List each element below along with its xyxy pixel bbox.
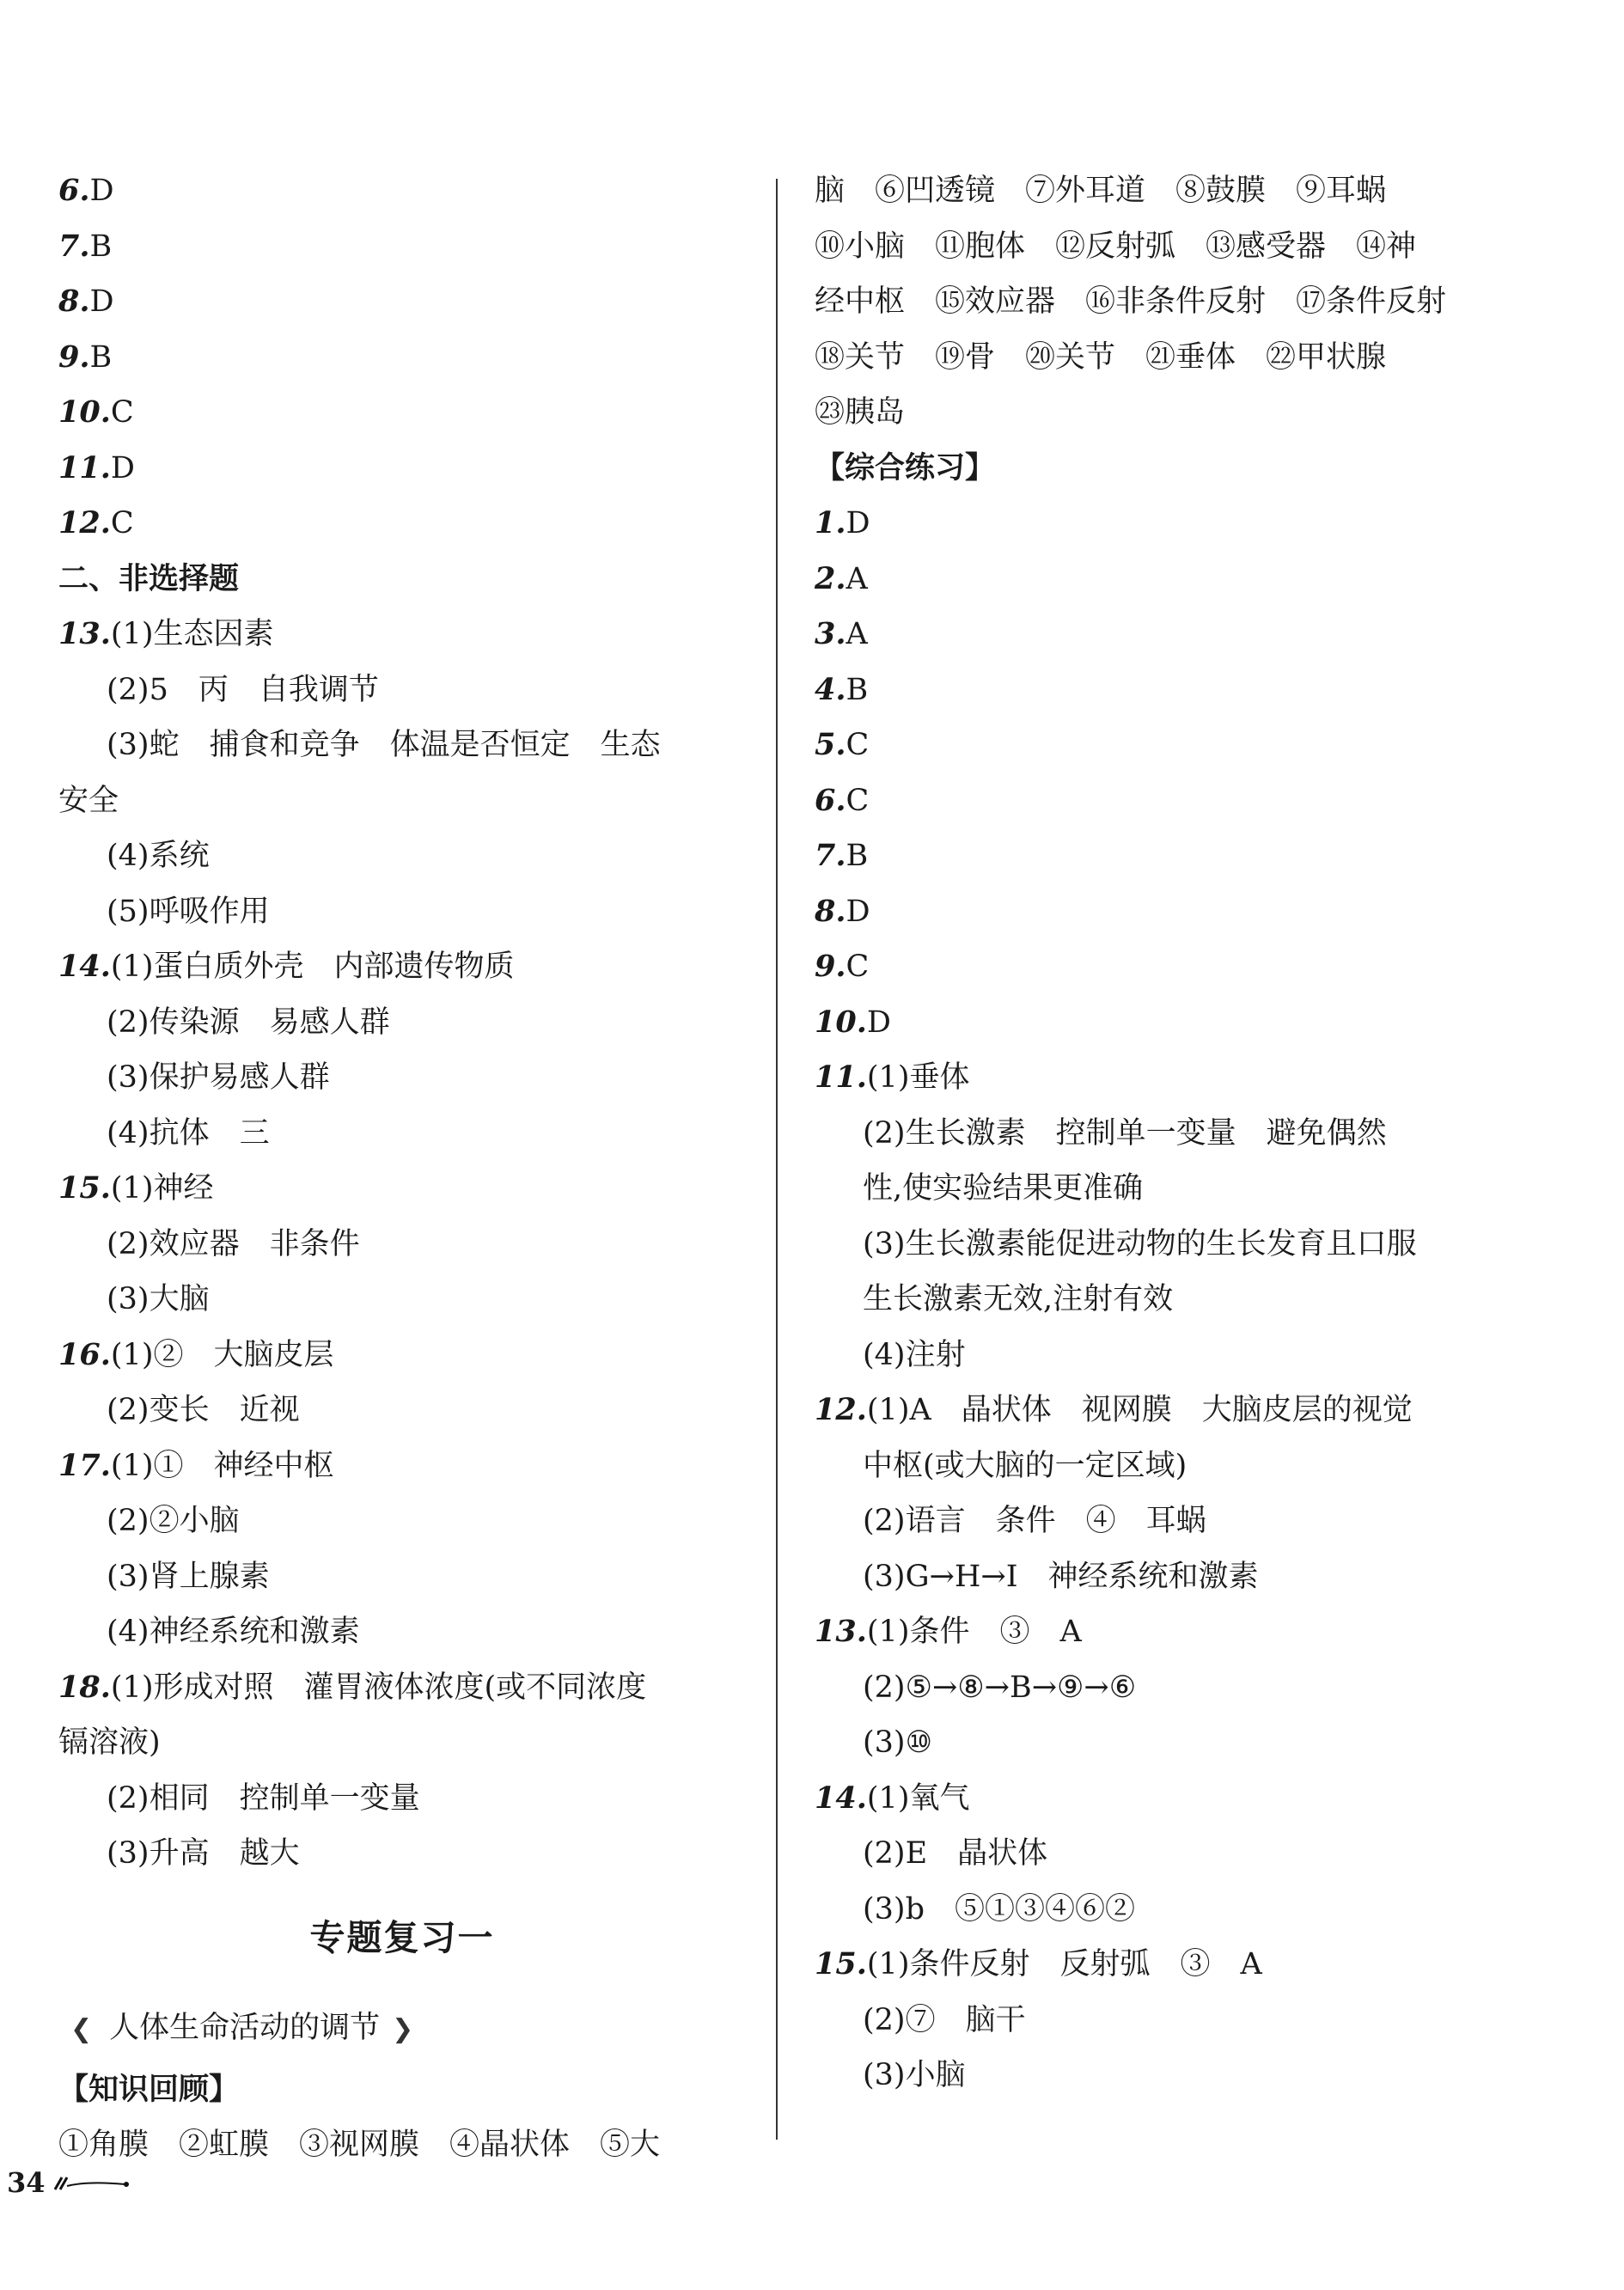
question-number: 16. (58, 1336, 111, 1372)
question-number: 7. (58, 228, 90, 264)
question-number: 1. (815, 505, 846, 540)
answer-text: D (89, 174, 114, 208)
answer-text: C (110, 395, 134, 430)
answer-line (58, 773, 746, 829)
answer-line (815, 163, 1502, 219)
answer-text: (3)大脑 (107, 1282, 210, 1316)
answer-text: (2)相同 控制单一变量 (107, 1780, 420, 1816)
question-number: 9. (58, 339, 90, 375)
answer-text: (2)②小脑 (107, 1504, 240, 1538)
answer-text: D (89, 284, 114, 319)
answer-text: (3)蛇 捕食和竞争 体温是否恒定 生态 (107, 728, 661, 762)
answer-line (58, 884, 746, 940)
answer-text: (3)b ⑤①③④⑥② (863, 1891, 1135, 1927)
answer-line (58, 939, 746, 995)
answer-text: ①角膜 ②虹膜 ③视网膜 ④晶状体 ⑤大 (58, 2128, 661, 2162)
subheading-text: 人体生命活动的调节 (109, 2010, 381, 2045)
question-number: 13. (58, 616, 111, 651)
answer-text: (1)① 神经中枢 (110, 1448, 334, 1483)
answer-line (815, 1715, 1502, 1771)
answer-text: (1)生态因素 (110, 617, 274, 651)
question-number: 15. (815, 1946, 867, 1982)
answer-line (815, 1660, 1502, 1716)
question-number: 2. (815, 560, 846, 596)
answer-text: 生长激素无效,注射有效 (863, 1282, 1174, 1316)
answer-text: (3)小脑 (863, 2058, 966, 2092)
answer-text: (4)系统 (107, 839, 210, 873)
answer-line (58, 718, 746, 773)
answer-text: (2)变长 近视 (107, 1393, 300, 1427)
answer-line (815, 274, 1502, 330)
answer-text: A (846, 561, 868, 596)
answer-line (58, 274, 746, 330)
section-title: 二、非选择题 (58, 561, 240, 596)
answer-line (815, 663, 1502, 718)
answer-text: (2)生长激素 控制单一变量 避免偶然 (863, 1115, 1387, 1151)
answer-text: (3)升高 越大 (107, 1836, 300, 1871)
right-column (815, 163, 1502, 2104)
answer-text: (1)氧气 (866, 1780, 970, 1816)
answer-line (58, 330, 746, 386)
answer-text: D (866, 1005, 891, 1040)
question-number: 4. (815, 671, 846, 707)
answer-line (58, 995, 746, 1051)
answer-line (815, 1882, 1502, 1938)
answer-line (58, 1272, 746, 1328)
answer-line (58, 1050, 746, 1106)
answer-text: 安全 (58, 783, 119, 818)
answer-line (815, 552, 1502, 608)
answer-line (815, 1604, 1502, 1660)
answer-line (815, 1493, 1502, 1549)
answer-line (58, 1604, 746, 1660)
answer-line (815, 385, 1502, 441)
question-number: 10. (815, 1004, 867, 1040)
answer-text: (2)传染源 易感人群 (107, 1005, 390, 1040)
answer-line (815, 1050, 1502, 1106)
answer-line (58, 1161, 746, 1217)
chapter-heading: 专题复习一 (309, 1916, 495, 1958)
right-answer-list (815, 163, 1502, 2104)
answer-text: (1)条件反射 反射弧 ③ A (866, 1947, 1262, 1982)
column-divider (776, 179, 778, 2140)
chevron-right-icon: ❯ (392, 2013, 414, 2044)
answer-line (815, 219, 1502, 275)
answer-line (815, 995, 1502, 1051)
answer-line (58, 1715, 746, 1771)
question-number: 12. (58, 505, 111, 540)
subheading (58, 1994, 746, 2062)
answer-line (815, 828, 1502, 884)
answer-line (815, 330, 1502, 386)
left-answer-list (58, 163, 746, 1882)
answer-text: (3)保护易感人群 (107, 1060, 330, 1095)
answer-text: (3)G→H→I 神经系统和激素 (863, 1559, 1259, 1594)
answer-line (815, 1826, 1502, 1882)
answer-text: (1)蛋白质外壳 内部遗传物质 (110, 950, 515, 984)
footer-ornament-icon (53, 2167, 131, 2193)
answer-line (815, 607, 1502, 663)
answer-text: ⑩小脑 ⑪胞体 ⑫反射弧 ⑬感受器 ⑭神 (815, 229, 1417, 264)
answer-line (58, 441, 746, 497)
answer-text: (2)⑤→⑧→B→⑨→⑥ (863, 1670, 1137, 1705)
question-number: 13. (815, 1614, 867, 1649)
answer-line (815, 1161, 1502, 1217)
answer-text: 脑 ⑥凹透镜 ⑦外耳道 ⑧鼓膜 ⑨耳蜗 (815, 174, 1387, 208)
answer-line (815, 1993, 1502, 2049)
answer-text: (5)呼吸作用 (107, 894, 270, 929)
answer-text: D (846, 506, 870, 540)
answer-line (815, 1272, 1502, 1328)
answer-line (815, 773, 1502, 829)
answer-text: (4)抗体 三 (107, 1115, 270, 1151)
answer-text: (1)条件 ③ A (866, 1615, 1082, 1649)
answer-line (58, 1771, 746, 1827)
question-number: 18. (58, 1669, 111, 1705)
answer-text: D (846, 894, 870, 929)
answer-text: 性,使实验结果更准确 (863, 1171, 1144, 1206)
answer-line (815, 1937, 1502, 1993)
page-footer (0, 2157, 344, 2208)
answer-line (58, 1328, 746, 1383)
answer-text: 镉溶液) (58, 1725, 161, 1760)
question-number: 11. (58, 449, 111, 485)
answer-text: (3)⑩ (863, 1725, 932, 1760)
answer-text: B (89, 229, 113, 264)
left-column (58, 163, 746, 2173)
answer-text: (3)生长激素能促进动物的生长发育且口服 (863, 1226, 1417, 1261)
question-number: 11. (815, 1060, 867, 1095)
answer-text: A (846, 617, 868, 651)
answer-line (815, 939, 1502, 995)
question-number: 9. (815, 949, 846, 984)
question-number: 12. (815, 1392, 867, 1427)
answer-line (58, 663, 746, 718)
answer-text: (1)形成对照 灌胃液体浓度(或不同浓度 (110, 1670, 647, 1705)
answer-line (58, 1438, 746, 1494)
answer-text: (2)E 晶状体 (863, 1836, 1048, 1871)
answer-line (58, 385, 746, 441)
answer-line (815, 1549, 1502, 1605)
answer-text: C (846, 728, 870, 762)
answer-text: 经中枢 ⑮效应器 ⑯非条件反射 ⑰条件反射 (815, 284, 1447, 319)
answer-line (815, 884, 1502, 940)
answer-text: ㉓胰岛 (815, 395, 906, 430)
answer-text: C (110, 506, 134, 540)
answer-text: (2)5 丙 自我调节 (107, 672, 379, 707)
answer-line (58, 219, 746, 275)
answer-line (815, 496, 1502, 552)
answer-text: B (846, 672, 869, 707)
answer-text: B (89, 339, 113, 375)
answer-line (58, 163, 746, 219)
answer-line (815, 1328, 1502, 1383)
page-number: 34 (7, 2166, 46, 2199)
answer-line (58, 496, 746, 552)
question-number: 3. (815, 616, 846, 651)
answer-line (815, 1106, 1502, 1162)
answer-text: (4)神经系统和激素 (107, 1615, 360, 1649)
question-number: 10. (58, 394, 111, 430)
question-number: 6. (58, 173, 90, 208)
answer-line (815, 1438, 1502, 1494)
answer-text: C (846, 783, 870, 818)
answer-text: C (846, 950, 870, 984)
question-number: 14. (58, 949, 111, 984)
answer-line (58, 607, 746, 663)
answer-text: 中枢(或大脑的一定区域) (863, 1448, 1187, 1483)
question-number: 8. (815, 893, 846, 929)
answer-line (815, 1771, 1502, 1827)
answer-line (58, 1826, 746, 1882)
question-number: 8. (58, 284, 90, 319)
answer-line (815, 718, 1502, 773)
section-title: 【知识回顾】 (58, 2072, 240, 2107)
question-number: 7. (815, 838, 846, 873)
question-number: 15. (58, 1170, 111, 1206)
answer-text: (1)② 大脑皮层 (110, 1337, 334, 1372)
answer-line (58, 1217, 746, 1273)
answer-line (58, 1549, 746, 1605)
question-number: 14. (815, 1780, 867, 1816)
answer-line (58, 828, 746, 884)
answer-text: D (110, 450, 135, 485)
answer-text: (4)注射 (863, 1337, 966, 1372)
answer-text: (2)⑦ 脑干 (863, 2002, 1026, 2037)
question-number: 5. (815, 727, 846, 762)
answer-line (58, 1660, 746, 1716)
section-title: 【综合练习】 (815, 450, 996, 485)
answer-line (58, 1106, 746, 1162)
answer-text: (3)肾上腺素 (107, 1559, 270, 1594)
answer-text: ⑱关节 ⑲骨 ⑳关节 ㉑垂体 ㉒甲状腺 (815, 339, 1387, 375)
answer-line (58, 1493, 746, 1549)
answer-line (815, 1217, 1502, 1273)
answer-text: (2)效应器 非条件 (107, 1226, 360, 1261)
answer-text: (2)语言 条件 ④ 耳蜗 (863, 1504, 1206, 1538)
question-number: 6. (815, 782, 846, 818)
question-number: 17. (58, 1447, 111, 1483)
answer-line (58, 1383, 746, 1438)
chevron-left-icon: ❮ (70, 2013, 93, 2044)
answer-text: (1)垂体 (866, 1060, 970, 1095)
answer-text: (1)A 晶状体 视网膜 大脑皮层的视觉 (866, 1393, 1413, 1427)
answer-text: (1)神经 (110, 1171, 214, 1206)
answer-line (815, 2048, 1502, 2104)
answer-text: B (846, 839, 869, 873)
answer-line (815, 1383, 1502, 1438)
